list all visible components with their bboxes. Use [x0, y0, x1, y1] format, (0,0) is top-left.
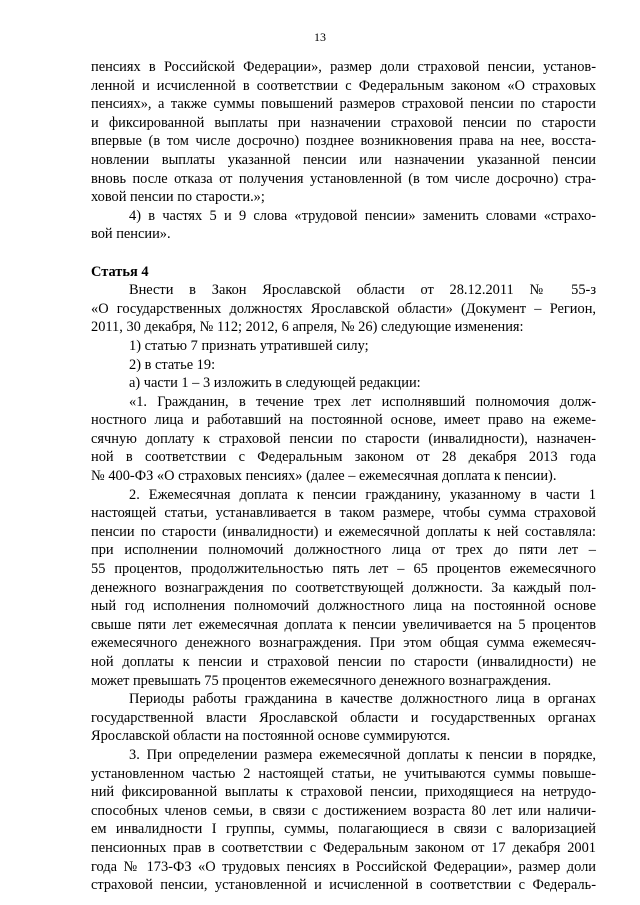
text-line: ленной и исчисленной в соответствии с Федеральным законом «О страховых [91, 77, 596, 94]
text-line: Периоды работы гражданина в качестве должностного лица в органах [129, 691, 596, 708]
text-line: вой пенсии». [91, 226, 171, 243]
text-line: пенсиях», а также суммы повышений размеров страховой пенсии по старости [91, 96, 596, 113]
text-line: 1) статью 7 признать утратившей силу; [129, 337, 369, 354]
text-line: новлении выплаты указанной пенсии или назначении указанной пенсии [91, 151, 596, 168]
text-line: 3. При определении размера ежемесячной доплаты к пенсии в порядке, [129, 746, 596, 763]
text-line: Внести в Закон Ярославской области от 28.12.2011 № 55-з [129, 282, 596, 299]
text-line: «О государственных должностях Ярославской области» (Документ – Регион, [91, 300, 596, 317]
text-line: пенсиях в Российской Федерации», размер доли страховой пенсии, установ- [91, 59, 596, 75]
text-line: 2. Ежемесячная доплата к пенсии гражданину, указанному в части 1 [129, 486, 596, 503]
text-line: при исполнении полномочий должностного лица от трех до пяти лет – [91, 542, 596, 559]
document-body [91, 58, 596, 895]
text-line: 2) в статье 19: [129, 356, 216, 373]
text-line: вновь после отказа от получения установленной (в том числе досрочно) стра- [91, 170, 596, 187]
text-line: способных членов семьи, в связи с достижением возраста 80 лет или наличи- [91, 802, 596, 819]
paragraph-gap [91, 244, 596, 263]
text-line: «1. Гражданин, в течение трех лет исполнявший полномочия долж- [129, 393, 596, 410]
text-line: установленном частью 2 настоящей статьи, не учитываются суммы повыше- [91, 765, 596, 782]
page-number: 13 [314, 30, 326, 44]
text-line: 55 процентов, продолжительностью пять лет – 65 процентов ежемесячного [91, 561, 596, 578]
text-line: ной доплаты к пенсии и страховой пенсии по старости (инвалидности) не [91, 654, 596, 670]
text-line: сячную доплату к страховой пенсии по старости (инвалидности), назначен- [91, 430, 596, 447]
article-heading: Статья 4 [91, 263, 149, 280]
text-line: 4) в частях 5 и 9 слова «трудовой пенсии» заменить словами «страхо- [129, 207, 596, 224]
text-line: государственной власти Ярославской области и государственных органах [91, 709, 596, 726]
text-line: ем инвалидности I группы, суммы, полагающиеся в связи с валоризацией [91, 821, 596, 838]
text-line: страховой пенсии, установленной и исчисленной в соответствии с Федераль- [91, 877, 596, 894]
text-line: и фиксированной выплаты при назначении страховой пенсии по старости [91, 114, 596, 131]
text-line: настоящей статьи, устанавливается в таком размере, чтобы сумма страховой [91, 505, 596, 522]
text-line: Ярославской области на постоянной основе суммируются. [91, 728, 451, 745]
text-line: № 400-ФЗ «О страховых пенсиях» (далее – ежемесячная доплата к пенсии). [91, 468, 557, 485]
text-line: свыше пяти лет ежемесячная доплата к пенсии увеличивается на 5 процентов [91, 616, 596, 633]
text-line: ежемесячного денежного вознаграждения. При этом общая сумма ежемесяч- [91, 635, 596, 652]
text-line: пенсионных прав в соответствии с Федеральным законом от 17 декабря 2001 [91, 839, 596, 856]
text-line: года № 173-ФЗ «О трудовых пенсиях в Российской Федерации», размер доли [91, 858, 596, 875]
text-line: 2011, 30 декабря, № 112; 2012, 6 апреля, № 26) следующие изменения: [91, 319, 524, 336]
text-line: денежного вознаграждения по соответствующей должности. За каждый пол- [91, 579, 596, 596]
text-line: а) части 1 – 3 изложить в следующей редакции: [129, 375, 421, 392]
text-line: может превышать 75 процентов ежемесячного денежного вознаграждения. [91, 672, 552, 689]
text-line: ностного лица и работавший на постоянной основе, имеет право на ежеме- [91, 412, 596, 429]
text-line: ний фиксированной выплаты к страховой пенсии, приходящиеся на нетрудо- [91, 784, 596, 801]
text-line: впервые (в том числе досрочно) позднее возникновения права на нее, восста- [91, 133, 596, 150]
text-line: ховой пенсии по старости.»; [91, 189, 265, 206]
text-line: ной в соответствии с Федеральным законом от 28 декабря 2013 года [91, 449, 596, 466]
text-line: пенсии по старости (инвалидности) и ежемесячной доплаты к ней составляла: [91, 523, 596, 540]
text-line: ный год исполнения полномочий должностного лица на постоянной основе [91, 598, 596, 615]
